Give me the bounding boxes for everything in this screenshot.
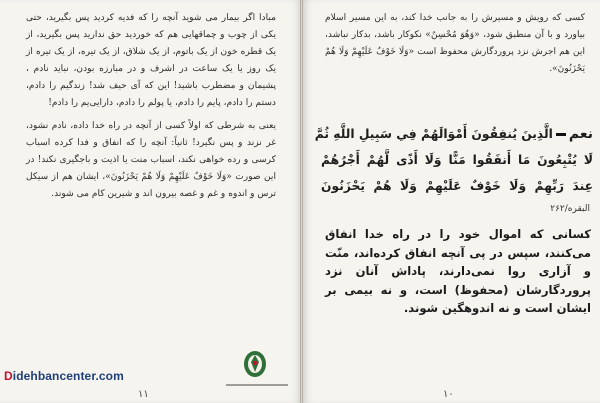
translation-text: کسانی که اموال خود را در راه خدا انفاق می‌کنند، سپس در پی آنچه انفاق کرده‌اند، منّت و آزاری روا نمی‌دارند، پاداش آنان نزد پروردگارشان (محفوظ) است، و نه بیمی بر ایشان است و نه اندوهگین شوند. xyxy=(325,227,591,315)
verse-label: نعم xyxy=(568,126,593,142)
left-paragraph-1: مبادا اگر بیمار می شوید آنچه را که فدیه کردید پس بگیرید، حتی یکی از چوب و چماقهایی هم که خوردید حق ندارید پس بگیرید، از یک قطره خون از یک باتوم، از یک شلاق، از یک تیره، از یک تیره از یک روز یا یک ساعت در اشرف و در مبارزه بودن، نباید نادم ، پشیمان و مضطرب باشید! این که آی حیف شد! زندگیم را دادم، دستم را دادم، پایم را دادم، یا پولم را دادم، دارایی‌یم را دادم! xyxy=(26,13,276,108)
verse-dash xyxy=(556,133,566,136)
quran-verse xyxy=(314,121,593,199)
logo-caption-icon xyxy=(226,383,288,387)
verse-line-3: عِندَ رَبِّهِمْ وَلَا خَوْفٌ عَلَيْهِمْ وَلَا هُمْ يَحْزَنُونَ xyxy=(321,179,593,193)
right-top-text xyxy=(325,10,585,78)
verse-reference: البقره/۲۶۲ xyxy=(550,204,590,214)
page-number-left: ۱۱ xyxy=(138,389,149,400)
watermark-first-letter: D xyxy=(4,369,13,383)
page-number-right: ۱۰ xyxy=(443,389,454,400)
verse-line-1-text: الَّذِينَ يُنفِقُونَ أَمْوَالَهُمْ فِي سَبِيلِ اللَّهِ ثُمَّ xyxy=(314,127,553,141)
verse-translation xyxy=(325,225,591,318)
right-page xyxy=(303,0,600,403)
left-paragraph-2: یعنی به شرطی که اولاً کسی از آنچه در راه خدا داده، نادم نشود، غر نزند و پس نگیرد! ثانیاً: آنچه را که انفاق و فدا کرده اسباب کرسی و رده خواهی نکند، اسباب منت یا اذیت و باجگیری نکند! در این صورت «وَلَا خَوْفٌ عَلَيْهِمْ وَلَا هُمْ يَحْزَنُونَ»، ایشان هم از سیکل ترس و اندوه و غم و غصه بیرون اند و شیرین کام می شوند. xyxy=(26,121,276,199)
left-page-text xyxy=(26,10,276,203)
site-logo-icon xyxy=(242,350,268,382)
verse-line-2: لَا يُتْبِعُونَ مَا أَنفَقُوا مَنًّا وَلَا أَذًى لَّهُمْ أَجْرُهُمْ xyxy=(321,153,593,167)
right-top-paragraph: کسی که رویش و مسیرش را به جانب خدا کند، به این مسیر اسلام بیاورد و با آن منطبق شود، «وَهُوَ مُحْسِنٌ» نکوکار باشد، بدکار نباشد، این هم اجرش نزد پروردگارش محفوظ است «وَلَا خَوْفٌ عَلَيْهِمْ وَلَا هُمْ يَحْزَنُونَ». xyxy=(325,13,585,74)
verse-line-1 xyxy=(314,121,593,147)
watermark-text xyxy=(4,369,124,383)
watermark-rest: idehbancenter.com xyxy=(12,369,124,383)
